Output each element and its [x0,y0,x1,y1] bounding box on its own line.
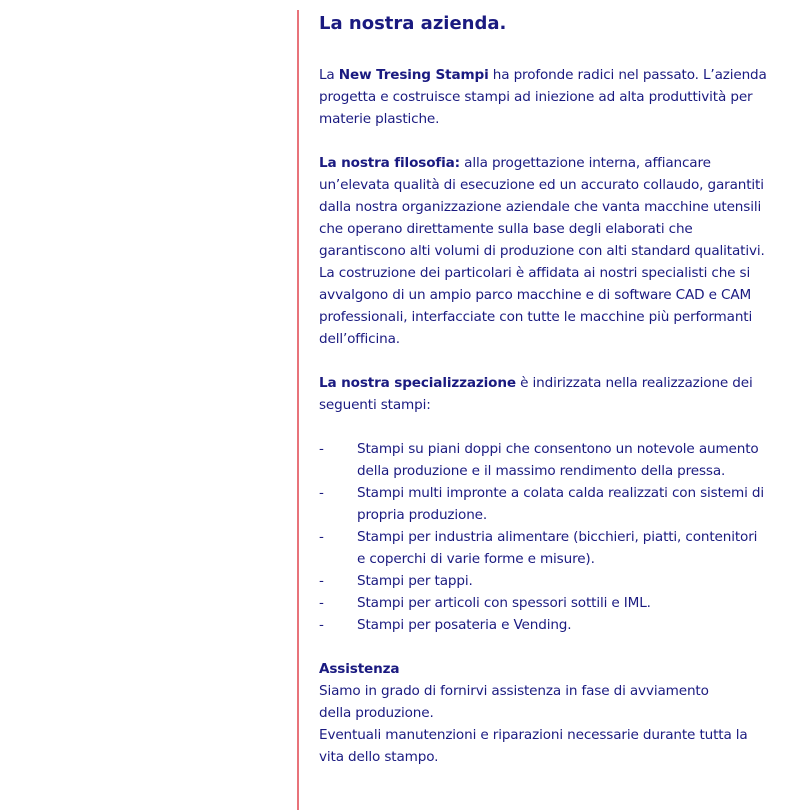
list-item [319,570,769,592]
list-item [319,482,769,526]
list-bullet: - [319,595,324,611]
intro-prefix: La [319,67,339,83]
list-item-text: Stampi per tappi. [357,573,473,589]
list-item [319,438,769,482]
assistenza-line-1a: Siamo in grado di fornirvi assistenza in fase di avviamento [319,683,709,699]
intro-paragraph [319,64,769,130]
list-bullet: - [319,617,324,633]
specializzazione-text: è indirizzata nella realizzazione dei seguenti stampi: [319,375,753,413]
stampi-list [319,438,769,636]
main-content [319,10,769,768]
list-item [319,614,769,636]
filosofia-paragraph [319,152,769,350]
assistenza-heading [319,658,769,680]
list-bullet: - [319,441,324,457]
filosofia-text: alla progettazione interna, affiancare un’elevata qualità di esecuzione ed un accurato collaudo, garantiti dalla nostra organizzazione aziendale che vanta macchine utensili che operano direttamente sulla base degli elaborati che garantiscono alti volumi di produzione con alti standard qualitativi. La costruzione dei particolari è affidata ai nostri specialisti che si avvalgono di un ampio parco macchine e di software CAD e CAM professionali, interfacciate con tutte le macchine più performanti dell’officina. [319,155,765,347]
list-item-text: Stampi per articoli con spessori sottili e IML. [357,595,651,611]
list-bullet: - [319,573,324,589]
list-item-text: Stampi multi impronte a colata calda realizzati con sistemi di propria produzione. [357,485,764,523]
list-item-text: Stampi per posateria e Vending. [357,617,572,633]
vertical-divider [297,10,299,810]
list-item-text: Stampi per industria alimentare (bicchieri, piatti, contenitori e coperchi di varie forme e misure). [357,529,758,567]
filosofia-label: La nostra filosofia: [319,155,460,171]
page-title: La nostra azienda. [319,13,507,34]
assistenza-heading-text: Assistenza [319,661,400,677]
specializzazione-paragraph [319,372,769,416]
assistenza-line-1b: della produzione. [319,705,434,721]
specializzazione-label: La nostra specializzazione [319,375,516,391]
list-item [319,592,769,614]
list-bullet: - [319,485,324,501]
list-item-text: Stampi su piani doppi che consentono un notevole aumento della produzione e il massimo rendimento della pressa. [357,441,759,479]
list-bullet: - [319,529,324,545]
list-item [319,526,769,570]
intro-text: ha profonde radici nel passato. L’azienda progetta e costruisce stampi ad iniezione ad alta produttività per materie plastiche. [319,67,767,127]
company-name: New Tresing Stampi [338,67,489,83]
assistenza-line-2: Eventuali manutenzioni e riparazioni necessarie durante tutta la vita dello stampo. [319,727,748,765]
